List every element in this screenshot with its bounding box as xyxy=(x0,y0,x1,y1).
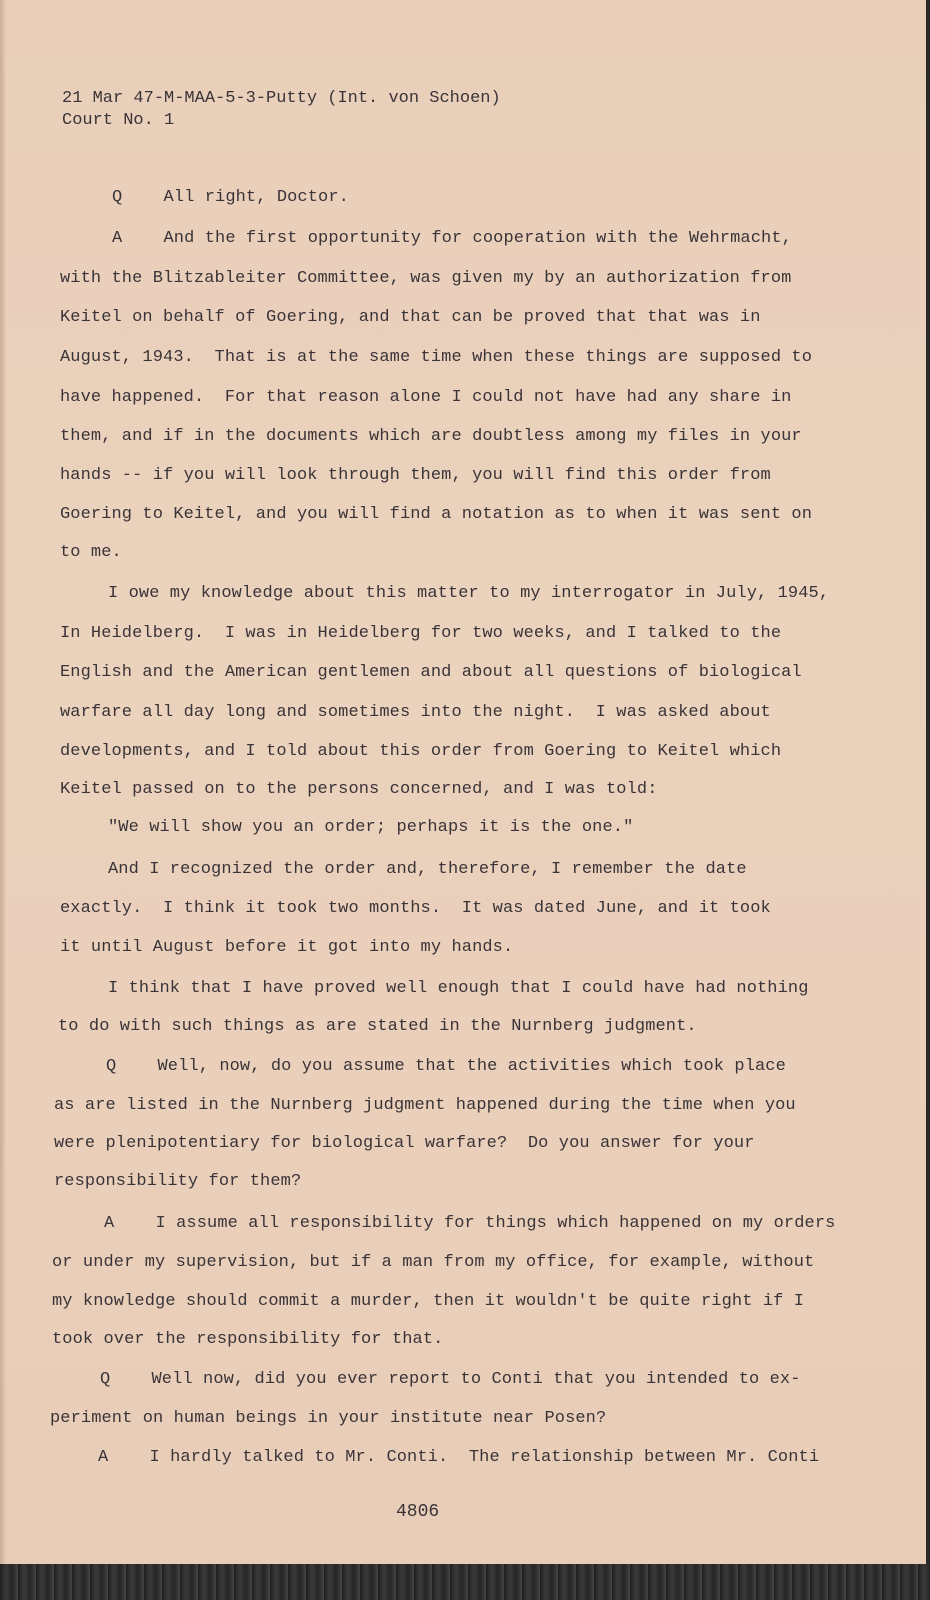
text-line: A I hardly talked to Mr. Conti. The relationship between Mr. Conti xyxy=(98,1448,820,1467)
text-line: or under my supervision, but if a man from my office, for example, without xyxy=(52,1253,815,1272)
text-line: it until August before it got into my hands. xyxy=(60,938,514,957)
text-line: hands -- if you will look through them, you will find this order from xyxy=(60,466,771,485)
text-line: periment on human beings in your institute near Posen? xyxy=(50,1409,607,1428)
text-line: to do with such things as are stated in the Nurnberg judgment. xyxy=(58,1017,697,1036)
text-line: A I assume all responsibility for things which happened on my orders xyxy=(104,1214,836,1233)
text-line: with the Blitzableiter Committee, was given my by an authorization from xyxy=(60,269,792,288)
text-line: August, 1943. That is at the same time when these things are supposed to xyxy=(60,348,813,367)
text-line: Goering to Keitel, and you will find a notation as to when it was sent on xyxy=(60,505,813,524)
page-edge xyxy=(0,0,6,1564)
text-line: Q Well now, did you ever report to Conti that you intended to ex- xyxy=(100,1370,801,1389)
text-line: were plenipotentiary for biological warfare? Do you answer for your xyxy=(54,1134,755,1153)
text-line: I owe my knowledge about this matter to my interrogator in July, 1945, xyxy=(108,584,830,603)
text-line: as are listed in the Nurnberg judgment happened during the time when you xyxy=(54,1096,796,1115)
text-line: my knowledge should commit a murder, then it wouldn't be quite right if I xyxy=(52,1292,805,1311)
text-line: And I recognized the order and, therefore, I remember the date xyxy=(108,860,747,879)
text-line: responsibility for them? xyxy=(54,1172,302,1191)
text-line: them, and if in the documents which are doubtless among my files in your xyxy=(60,427,802,446)
text-line: exactly. I think it took two months. It was dated June, and it took xyxy=(60,899,771,918)
scanner-edge-strip xyxy=(0,1564,930,1600)
text-line: Q Well, now, do you assume that the activities which took place xyxy=(106,1057,786,1076)
text-line: took over the responsibility for that. xyxy=(52,1330,444,1349)
header-case-reference: 21 Mar 47-M-MAA-5-3-Putty (Int. von Schoen) xyxy=(62,89,501,108)
text-line: developments, and I told about this order from Goering to Keitel which xyxy=(60,742,782,761)
text-line: warfare all day long and sometimes into the night. I was asked about xyxy=(60,703,771,722)
text-line: Q All right, Doctor. xyxy=(112,188,349,207)
text-line: English and the American gentlemen and about all questions of biological xyxy=(60,663,802,682)
text-line: "We will show you an order; perhaps it is the one." xyxy=(108,818,634,837)
text-line: I think that I have proved well enough that I could have had nothing xyxy=(108,979,809,998)
text-line: to me. xyxy=(60,543,122,562)
text-line: Keitel passed on to the persons concerned, and I was told: xyxy=(60,780,658,799)
text-line: have happened. For that reason alone I could not have had any share in xyxy=(60,388,792,407)
text-line: A And the first opportunity for cooperation with the Wehrmacht, xyxy=(112,229,792,248)
text-line: In Heidelberg. I was in Heidelberg for two weeks, and I talked to the xyxy=(60,624,782,643)
document-header xyxy=(62,88,501,132)
header-court-number: Court No. 1 xyxy=(62,111,175,130)
text-line: Keitel on behalf of Goering, and that can be proved that that was in xyxy=(60,308,761,327)
page-number: 4806 xyxy=(396,1502,440,1522)
